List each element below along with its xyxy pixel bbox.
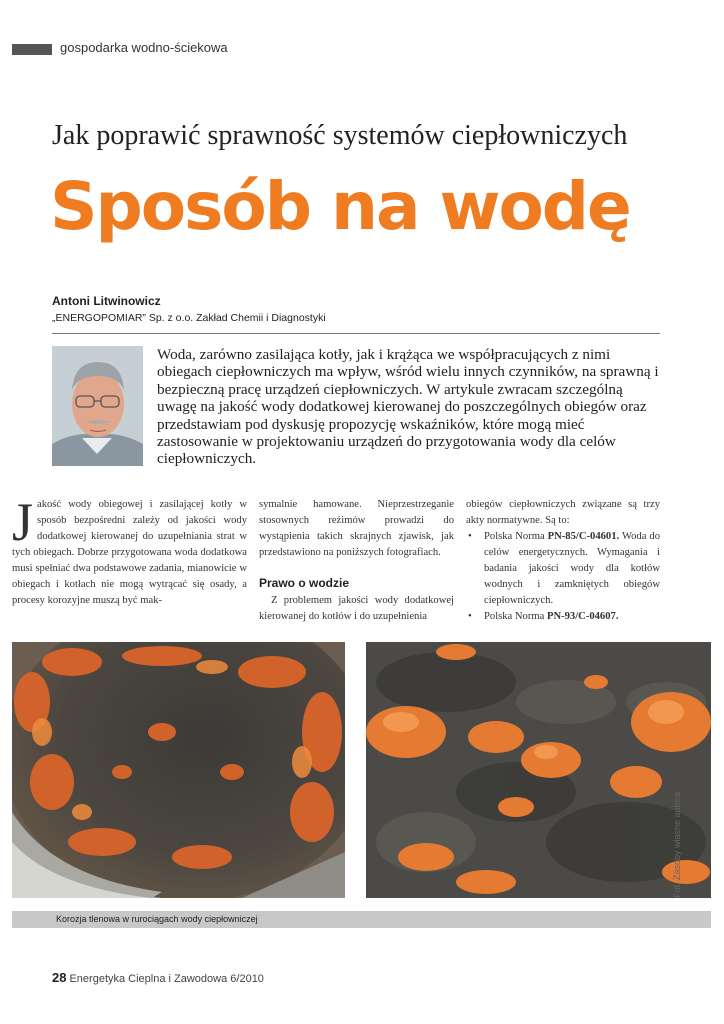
list-item (466, 529, 660, 609)
journal-name: Energetyka Cieplna i Zawodowa 6/2010 (69, 973, 264, 985)
article-title: Sposób na wodę (50, 168, 630, 245)
page-footer (52, 970, 264, 985)
body-column-3 (466, 497, 660, 625)
author-affiliation: „ENERGOPOMIAR” Sp. z o.o. Zakład Chemii i Diagnostyki (52, 312, 326, 324)
body-column-1 (12, 492, 247, 609)
norm-code: PN-93/C-04607. (546, 611, 619, 622)
body-text-2b: Z problemem jakości wody dodatkowej kierowanej do kotłów i do uzupełnienia (259, 595, 454, 622)
body-text-3: obiegów ciepłowniczych związane są trzy akty normatywne. Są to: (466, 499, 660, 526)
norm-code: PN-85/C-04601. (547, 531, 620, 542)
body-text-2: symalnie hamowane. Nieprzestrzeganie stosownych reżimów prowadzi do wystąpienia takich skrajnych zjawisk, jak przedstawiono na poniższych fotografiach. (259, 499, 454, 558)
section-heading: Prawo o wodzie (259, 576, 350, 590)
corrosion-photo-pipe (12, 642, 345, 898)
page-number: 28 (52, 970, 67, 985)
norm-prefix: Polska Norma (484, 531, 548, 542)
drop-cap: J (12, 492, 34, 552)
article-lead: Woda, zarówno zasilająca kotły, jak i krążąca we współpracujących z nimi obiegach ciepłowniczych ma wpływ, wśród wielu innych czynników, na sprawną i bezpieczną pracę urządzeń ciepłowniczych. W artykule zwracam szczególną uwagę na jakość wody dodatkowej kierowanej do poszczególnych obiegów oraz przedstawiam pod dyskusję propozycję wskaźników, które mogą mieć zastosowanie w projektowaniu urządzeń do przygotowania wody dla celów ciepłowniczych. (157, 346, 659, 468)
article-subtitle: Jak poprawić sprawność systemów ciepłowniczych (52, 120, 628, 151)
body-column-2 (259, 497, 454, 625)
photo-credit: Fot. Zasoby własne autora (672, 791, 682, 898)
divider (52, 333, 660, 334)
author-photo (52, 346, 143, 466)
body-text-1: akość wody obiegowej i zasilającej kotły w sposób bezpośredni zależy od jakości wody dodatkowej kierowanej do uzupełniania strat w tych obiegach. Dobrze przygotowana woda dodatkowa musi spełniać dwa podstawowe zadania, mianowicie w obiegach i kotłach nie mogą wytrącać się osady, a procesy korozyjne muszą być mak- (12, 499, 247, 606)
author-name: Antoni Litwinowicz (52, 294, 161, 308)
corrosion-photo-closeup (366, 642, 711, 898)
norm-list (466, 529, 660, 625)
list-item (466, 609, 660, 625)
norm-prefix: Polska Norma (484, 611, 547, 622)
norm-description: Woda do celów energetycznych. Wymagania i badania jakości wody dla kotłów wodnych i zamkniętych obiegów ciepłowniczych. (484, 531, 660, 606)
section-marker-bar (12, 44, 52, 55)
figure-caption: Korozja tlenowa w rurociągach wody ciepłowniczej (56, 914, 258, 924)
section-label: gospodarka wodno-ściekowa (60, 40, 228, 55)
